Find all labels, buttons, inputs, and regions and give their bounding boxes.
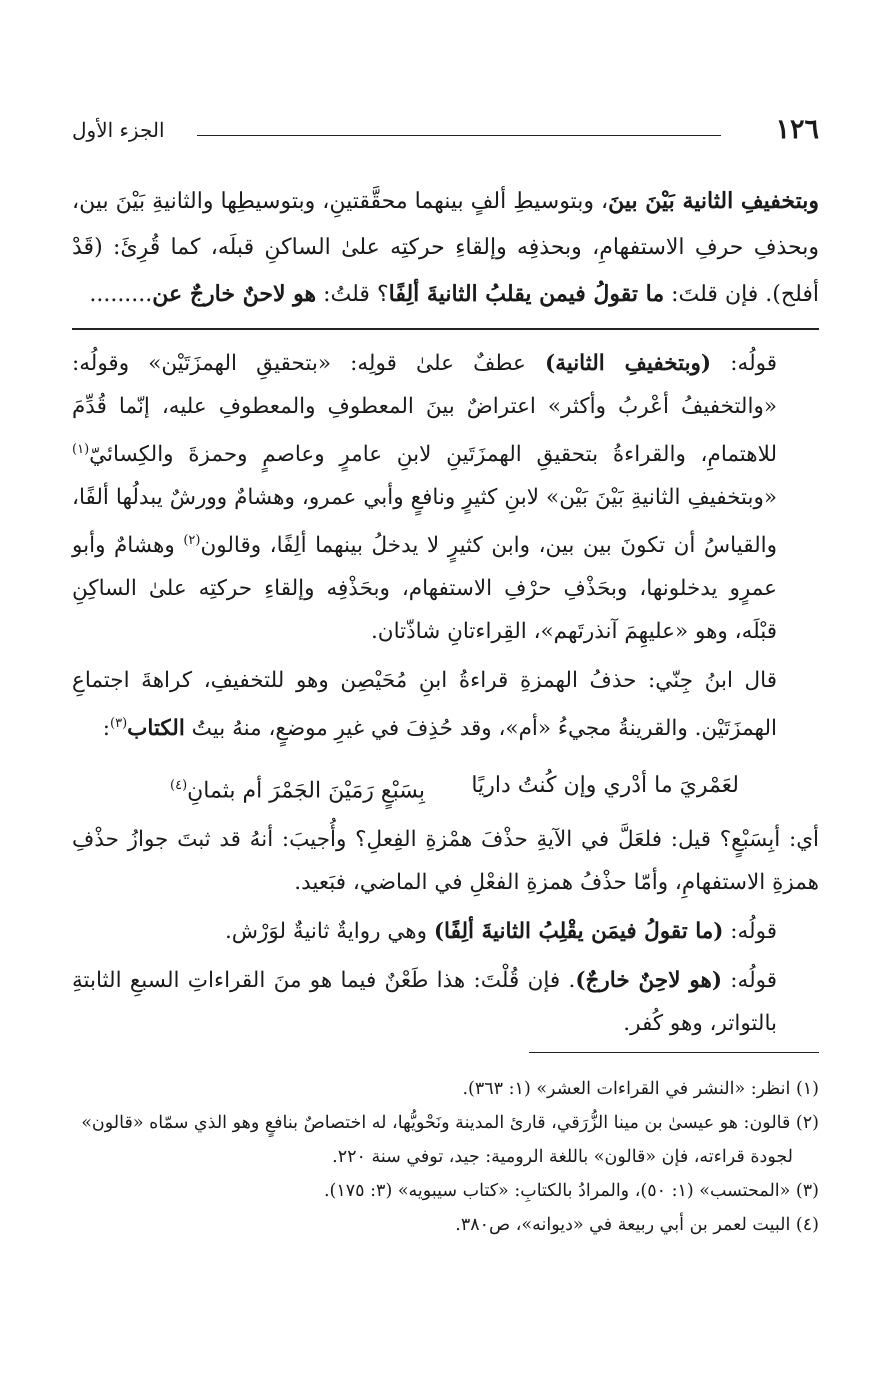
footnote-ref: (١) (72, 442, 90, 457)
bold-text: (ما تقولُ فيمَن يقْلِبُ الثانيةَ ألِفًا) (433, 919, 724, 945)
commentary-paragraph (72, 959, 819, 1045)
text-run: أي: أبِسَبْعٍ؟ قيل: فلعَلَّ في الآيةِ حذْفَ همْزةِ الفِعلِ؟ وأُجيبَ: أنهُ قد ثبتَ جوازُ حذْفِ همزةِ الاستفهامِ، وأمّا حذْفُ همزةِ الفعْلِ في الماضي، فبَعيد. (72, 827, 819, 896)
commentary (72, 342, 819, 1045)
page-number: ١٢٦ (775, 114, 819, 145)
commentary-paragraph (72, 342, 819, 653)
part-title: الجزء الأول (72, 118, 165, 142)
text-run: . فإن قُلْتَ: هذا طَعْنٌ فيما هو منَ القراءاتِ السبعِ الثابتةِ بالتواتر، وهو كُفر. (72, 968, 777, 1037)
footnote: (٢) قالون: هو عيسىٰ بن مينا الزُّرَقي، قارئ المدينة ونَحْويُّها، له اختصاصٌ بنافعٍ وهو الذي سمّاه «قالون» (81, 1113, 819, 1133)
text-run: ، وبتوسيطِ ألفٍ بينهما محقَّقتينِ، وبتوسيطِها والثانيةِ بَيْنَ بين، وبحذفِ حرفِ الاستفهامِ، وبحذفِه وإلقاءِ حركتِه علىٰ الساكنِ قبلَه، كما قُرِئَ: (قَدْ أفلح). فإن قلتَ: (72, 189, 819, 307)
main-text (72, 178, 819, 318)
footnote: لجودة قراءته، فإن «قالون» باللغة الرومية: جيد، توفي سنة ٢٢٠. (332, 1147, 793, 1167)
text-run: : (102, 716, 111, 742)
footnote-ref: (٢) (183, 533, 201, 549)
poetry-verse (72, 756, 819, 812)
text-run: وهي روايةٌ ثانيةٌ لوَرْش. (224, 919, 434, 945)
text-run: وهشامٌ وأبو عمرٍو يدخلونها، وبحَذْفِ حرْفِ الاستفهام، وبحَذْفِه وإلقاءِ حركتِه علىٰ الساكِنِ قبْلَه، وهو «عليهِمَ آنذرتَهم»، القِراءتانِ شاذّتان. (72, 533, 777, 645)
footnote-ref: (٣) (110, 716, 128, 732)
footnote: (٤) البيت لعمر بن أبي ربيعة في «ديوانه»، ص٣٨٠. (455, 1215, 819, 1235)
main-text-divider (72, 328, 819, 330)
verse-second-hemistich-text: بِسَبْعٍ رَمَيْنَ الجَمْرَ أم بثمانِ (187, 778, 425, 804)
text-run: ؟ قلتُ: (316, 282, 389, 307)
main-text-paragraph (72, 178, 819, 318)
bold-text: وبتخفيفِ الثانية بَيْنَ بينَ (608, 188, 820, 214)
footnotes (72, 1072, 819, 1242)
header-rule (197, 135, 721, 136)
text-run: عطفٌ علىٰ قولِه: «بتحقيقِ الهمزَتَيْن» وقولُه: «والتخفيفُ أعْربُ وأكثر» اعتراضٌ بينَ المعطوفِ والمعطوفِ عليه، إنّما قُدِّمَ للاهتمامِ، والقراءةُ بتحقيقِ الهمزَتَينِ لابنِ عامرٍ وعاصمٍ وحمزةَ والكِسائيّ (72, 351, 777, 468)
text-run: قولُه: (723, 919, 777, 945)
text-run: «وبتخفيفِ الثانيةِ بَيْنَ بَيْن» لابنِ كثيرٍ ونافعٍ وأبي عمرو، وهشامٌ وورشٌ يبدلُها ألفًا، والقياسُ أن تكونَ بين بين، وابن كثيرٍ لا يدخلُ بينهما ألِفًا، وقالون (72, 485, 777, 559)
bold-text: الكتاب (127, 716, 185, 742)
text-run: قولُه: (722, 968, 778, 994)
commentary-paragraph (72, 818, 819, 904)
footnote: (١) انظر: «النشر في القراءات العشر» (١: ٣٦٣). (462, 1079, 819, 1099)
text-run: قولُه: (711, 351, 777, 376)
bold-text: (هو لاحِنٌ خارجٌ) (575, 968, 723, 994)
footnote-divider (529, 1052, 819, 1053)
text-run: قال ابنُ جِنّي: حذفُ الهمزةِ قراءةُ ابنِ مُحَيْصِن وهو للتخفيفِ، كراهةَ اجتماعِ الهمزَتَيْن. والقرينةُ مجيءُ «أم»، وقد حُذِفَ في غيرِ موضعٍ، منهُ بيتُ (72, 668, 777, 742)
verse-footnote-ref: (٤) (170, 778, 188, 794)
verse-second-hemistich (170, 764, 425, 812)
bold-text: (وبتخفيفِ الثانية) (545, 351, 712, 376)
page-header (72, 112, 819, 152)
verse-first-hemistich: لعَمْريَ ما أدْري وإن كُنتُ داريًا (471, 773, 739, 799)
commentary-paragraph (72, 910, 819, 953)
footnote: (٣) «المحتسب» (١: ٥٠)، والمرادُ بالكتابِ: «كتاب سيبويه» (٣: ١٧٥). (323, 1181, 819, 1201)
bold-text: هو لاحنٌ خارجٌ عن (152, 281, 317, 307)
commentary-paragraph (72, 659, 819, 750)
text-run: ......... (89, 282, 153, 307)
bold-text: ما تقولُ فيمن يقلبُ الثانيةَ ألِفًا (388, 281, 665, 307)
